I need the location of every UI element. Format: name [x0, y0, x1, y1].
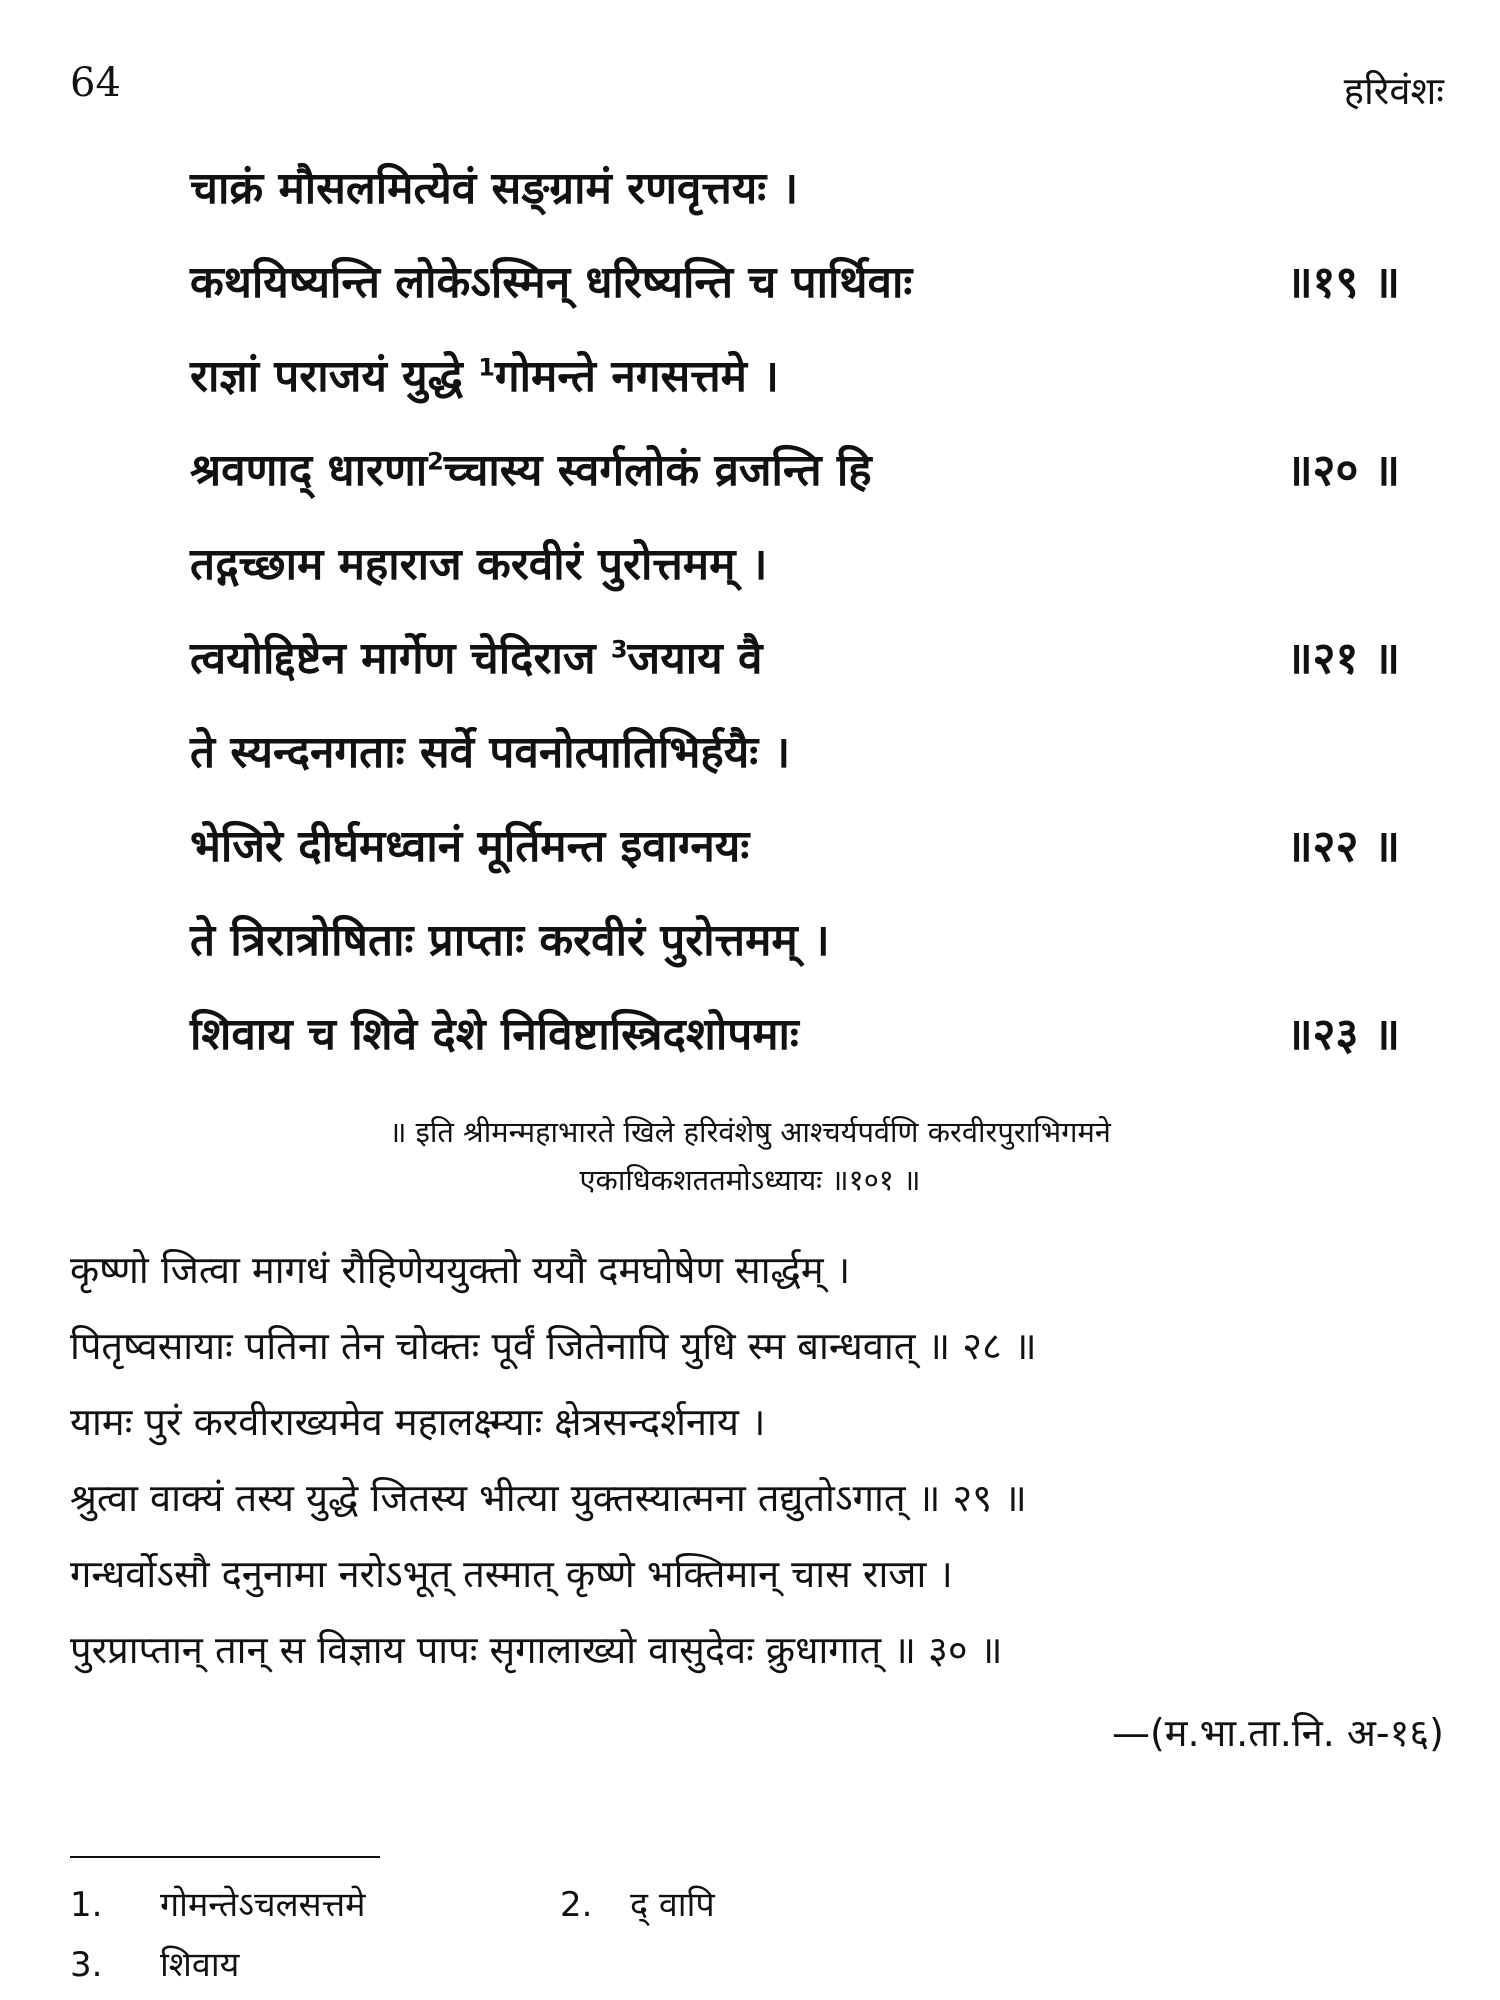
verse-number: ॥२३ ॥: [1286, 1009, 1400, 1060]
verse-number: ॥२० ॥: [1286, 445, 1400, 496]
verse-number: ॥२२ ॥: [1286, 821, 1400, 872]
verse-line: [190, 718, 1400, 788]
verse-text: शिवाय च शिवे देशे निविष्टास्त्रिदशोपमाः: [190, 1009, 799, 1060]
footnote-number: 1.: [70, 1885, 103, 1925]
colophon-line: ॥ इति श्रीमन्महाभारते खिले हरिवंशेषु आश्चर्यपर्वणि करवीरपुराभिगमने: [389, 1115, 1111, 1149]
verse-text: कथयिष्यन्ति लोकेऽस्मिन् धरिष्यन्ति च पार्थिवाः: [190, 257, 913, 308]
verse-text-continued: च्चास्य स्वर्गलोकं व्रजन्ति हि: [443, 445, 872, 496]
commentary-line: पुरप्राप्तान् तान् स विज्ञाय पापः सृगालाख्यो वासुदेवः क्रुधागात् ॥ ३० ॥: [70, 1628, 1003, 1672]
verse-line: [190, 906, 1400, 976]
commentary-line: यामः पुरं करवीराख्यमेव महालक्ष्म्याः क्षेत्रसन्दर्शनाय ।: [70, 1400, 766, 1444]
verse-line: [190, 342, 1400, 412]
verse-text-continued: जयाय वै: [627, 633, 763, 684]
verse-text: ते स्यन्दनगताः सर्वे पवनोत्पातिभिर्हयैः ।: [190, 727, 791, 778]
chapter-colophon: [150, 1108, 1350, 1204]
verse-text: भेजिरे दीर्घमध्वानं मूर्तिमन्त इवाग्नयः: [190, 821, 750, 872]
verse-text-continued: गोमन्ते नगसत्तमे ।: [494, 351, 779, 402]
verse-line: [190, 436, 1400, 506]
verse-text: राज्ञां पराजयं युद्धे: [190, 351, 479, 402]
verse-line: [190, 1000, 1400, 1070]
footnote-text: द् वापि: [630, 1885, 715, 1925]
verse-line: [190, 624, 1400, 694]
source-citation: —(म.भा.ता.नि. अ-१६): [1111, 1711, 1444, 1755]
colophon-line: एकाधिकशततमोऽध्यायः ॥१०१ ॥: [579, 1163, 921, 1197]
footnote-marker: 2: [427, 447, 444, 476]
verse-line: [190, 530, 1400, 600]
footnote: [70, 1940, 239, 1986]
footnote: [560, 1880, 715, 1926]
verse-text: चाक्रं मौसलमित्येवं सङ्ग्रामं रणवृत्तयः ।: [190, 163, 799, 214]
verse-text: तद्गच्छाम महाराज करवीरं पुरोत्तमम् ।: [190, 539, 768, 590]
verse-text: त्वयोद्दिष्टेन मार्गेण चेदिराज: [190, 633, 611, 684]
verse-line: [190, 248, 1400, 318]
verse-line: [190, 154, 1400, 224]
commentary-line: पितृष्वसायाः पतिना तेन चोक्तः पूर्वं जितेनापि युधि स्म बान्धवात् ॥ २८ ॥: [70, 1324, 1037, 1368]
footnote-text: शिवाय: [160, 1945, 240, 1985]
verse-number: ॥१९ ॥: [1286, 257, 1400, 308]
commentary-line: श्रुत्वा वाक्यं तस्य युद्धे जितस्य भीत्या युक्तस्यात्मना तद्युतोऽगात् ॥ २९ ॥: [70, 1476, 1027, 1520]
footnote-divider: [70, 1856, 380, 1858]
verse-text: श्रवणाद् धारणा: [190, 445, 428, 496]
footnote: [70, 1880, 365, 1926]
verse-line: [190, 812, 1400, 882]
footnote-number: 3.: [70, 1945, 103, 1985]
verse-text: ते त्रिरात्रोषिताः प्राप्ताः करवीरं पुरोत्तमम् ।: [190, 915, 830, 966]
commentary-line: कृष्णो जित्वा मागधं रौहिणेययुक्तो ययौ दमघोषेण सार्द्धम् ।: [70, 1248, 851, 1292]
commentary-line: गन्धर्वोऽसौ दनुनामा नरोऽभूत् तस्मात् कृष्णे भक्तिमान् चास राजा ।: [70, 1552, 953, 1596]
page-number: 64: [70, 60, 121, 106]
verse-number: ॥२१ ॥: [1286, 633, 1400, 684]
running-head: हरिवंशः: [1343, 69, 1444, 113]
footnote-text: गोमन्तेऽचलसत्तमे: [160, 1885, 366, 1925]
footnote-marker: 3: [610, 635, 628, 664]
footnote-number: 2.: [560, 1885, 593, 1925]
footnote-marker: 1: [478, 353, 495, 382]
